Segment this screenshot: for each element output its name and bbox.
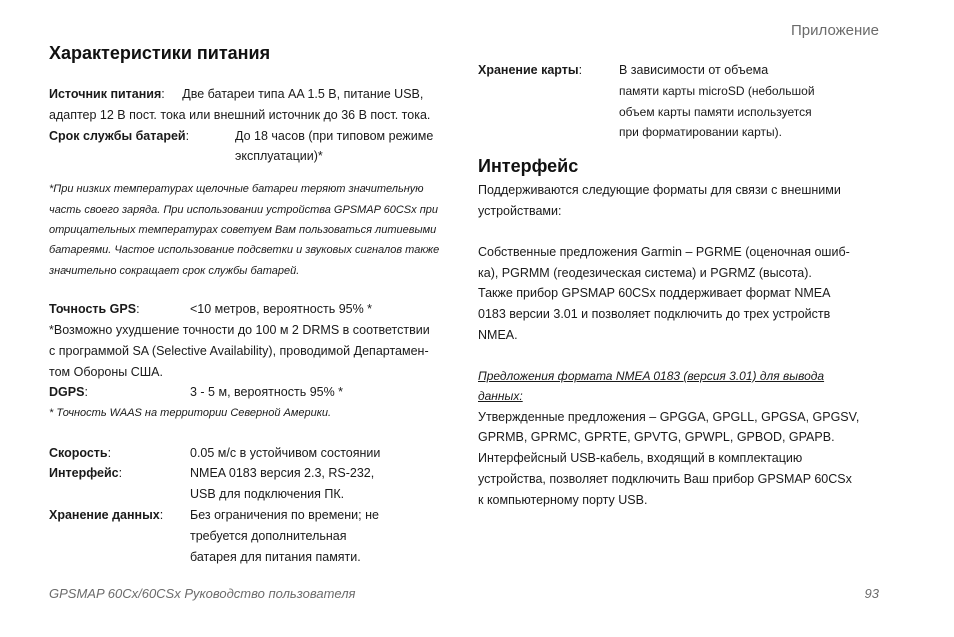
power-source-label: Источник питания	[49, 87, 162, 101]
battery-note-line: отрицательных температурах советуем Вам пользоваться литиевыми	[49, 224, 437, 236]
map-storage-colon: :	[578, 63, 583, 77]
map-storage-label: Хранение карты	[478, 63, 579, 77]
battery-life-value-cont: эксплуатации)*	[235, 149, 323, 164]
data-storage-value-cont: требуется дополнительная	[190, 528, 347, 543]
map-storage-value-cont: объем карты памяти используется	[619, 104, 812, 119]
interface-label: Интерфейс	[49, 466, 119, 481]
section-header: Приложение	[791, 22, 879, 39]
power-source-value-cont: адаптер 12 В пост. тока или внешний источник до 36 В пост. тока.	[49, 107, 431, 122]
dgps-colon: :	[84, 385, 88, 400]
data-storage-row	[49, 505, 454, 526]
speed-label: Скорость	[49, 445, 108, 460]
data-storage-value-cont: батарея для питания памяти.	[190, 549, 361, 564]
proprietary-line: Собственные предложения Garmin – PGRME (оценочная ошиб-	[478, 244, 850, 259]
right-column	[478, 60, 888, 511]
proprietary-line: Также прибор GPSMAP 60CSx поддерживает формат NMEA	[478, 286, 831, 301]
map-storage-value: В зависимости от объема	[619, 63, 769, 77]
power-spec-title: Характеристики питания	[49, 43, 271, 63]
speed-row	[49, 443, 454, 464]
page-number: 93	[864, 586, 879, 601]
gps-note-line: с программой SA (Selective Availability), проводимой Департамен-	[49, 343, 429, 358]
gps-accuracy-colon: :	[136, 302, 140, 317]
battery-note-line: часть своего заряда. При использовании устройства GPSMAP 60CSx при	[49, 203, 438, 216]
gps-note-line: *Возможно ухудшение точности до 100 м 2 DRMS в соответствии	[49, 323, 430, 338]
interface-value: NMEA 0183 версия 2.3, RS-232,	[190, 466, 375, 481]
interface-colon: :	[118, 466, 123, 481]
power-source-value: Две батареи типа AA 1.5 В, питание USB,	[182, 87, 424, 101]
interface-row	[49, 463, 454, 484]
proprietary-line: NMEA.	[478, 327, 518, 342]
gps-accuracy-label: Точность GPS	[49, 302, 137, 317]
data-storage-colon: :	[159, 508, 164, 522]
dgps-value: 3 - 5 м, вероятность 95% *	[190, 385, 344, 400]
power-source-colon: :	[161, 87, 165, 101]
approved-line: устройства, позволяет подключить Ваш прибор GPSMAP 60CSx	[478, 471, 852, 486]
map-storage-value-cont: памяти карты microSD (небольшой	[619, 83, 815, 98]
left-column	[49, 42, 454, 567]
battery-note-line: *При низких температурах щелочные батареи теряют значительную	[49, 183, 424, 196]
map-storage-row	[478, 60, 888, 81]
battery-note-line: значительно сокращает срок службы батарей.	[49, 264, 300, 277]
battery-life-label: Срок службы батарей	[49, 128, 186, 143]
gps-accuracy-row	[49, 299, 454, 320]
speed-value: 0.05 м/с в устойчивом состоянии	[190, 445, 381, 460]
speed-colon: :	[107, 445, 112, 460]
battery-note	[49, 179, 454, 281]
nmea-heading-line: данных:	[478, 389, 523, 404]
map-storage-value-cont: при форматировании карты).	[619, 125, 782, 140]
proprietary-line: 0183 версии 3.01 и позволяет подключить до трех устройств	[478, 307, 831, 322]
approved-line: GPRMB, GPRMC, GPRTE, GPVTG, GPWPL, GPBOD, GPAPB.	[478, 430, 835, 445]
proprietary-line: ка), PGRMM (геодезическая система) и PGRMZ (высота).	[478, 265, 812, 280]
approved-line: к компьютерному порту USB.	[478, 492, 648, 507]
interface-intro-line: устройствами:	[478, 203, 562, 218]
footer-manual-title: GPSMAP 60Cx/60CSx Руководство пользователя	[49, 586, 356, 601]
dgps-row	[49, 382, 454, 403]
approved-line: Утвержденные предложения – GPGGA, GPGLL, GPGSA, GPGSV,	[478, 409, 860, 424]
gps-accuracy-value: <10 метров, вероятность 95% *	[190, 302, 373, 317]
battery-note-line: батареями. Частое использование подсветки и звуковых сигналов также	[49, 244, 440, 257]
dgps-label: DGPS	[49, 385, 85, 400]
approved-line: Интерфейсный USB-кабель, входящий в комплектацию	[478, 451, 803, 466]
waas-note: * Точность WAAS на территории Северной Америки.	[49, 407, 332, 420]
battery-life-colon: :	[185, 128, 190, 143]
interface-value-cont: USB для подключения ПК.	[190, 487, 345, 502]
data-storage-label: Хранение данных	[49, 508, 160, 522]
interface-intro-line: Поддерживаются следующие форматы для связи с внешними	[478, 183, 841, 198]
power-source-row	[49, 84, 454, 105]
gps-note-line: том Обороны США.	[49, 364, 163, 379]
nmea-heading-line: Предложения формата NMEA 0183 (версия 3.01) для вывода	[478, 368, 825, 383]
battery-life-value: До 18 часов (при типовом режиме	[235, 128, 434, 143]
battery-life-row	[49, 126, 454, 147]
data-storage-value: Без ограничения по времени; не	[190, 508, 379, 522]
interface-title: Интерфейс	[478, 156, 579, 177]
